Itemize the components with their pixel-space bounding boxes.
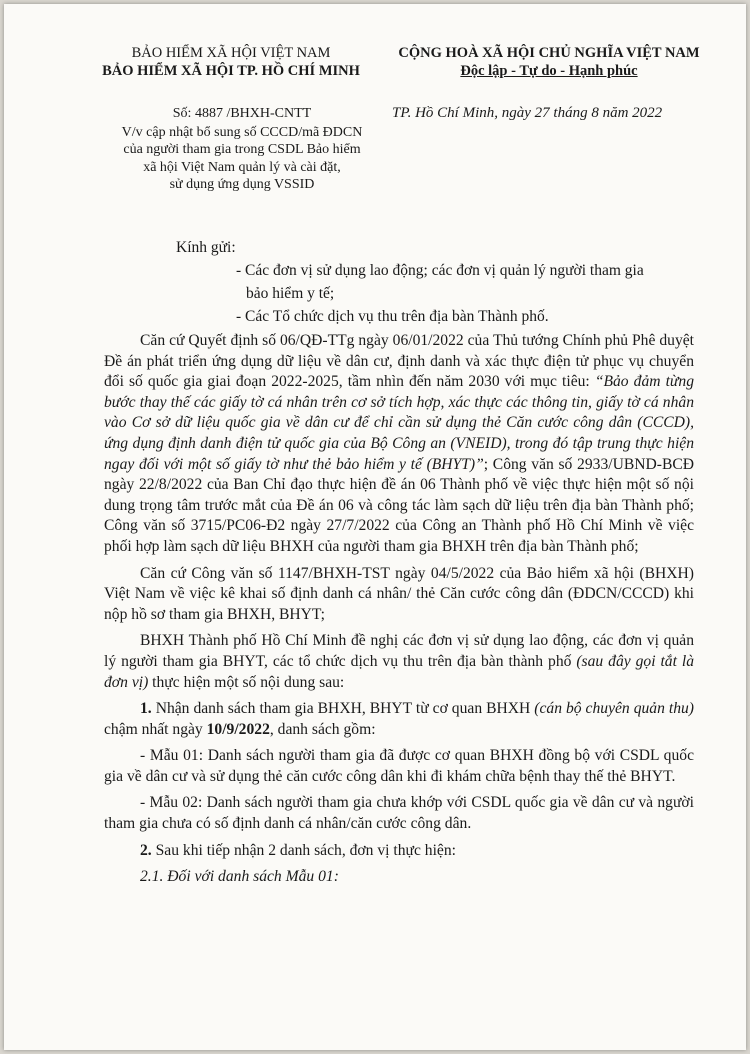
text-run: Căn cứ Quyết định số 06/QĐ-TTg ngày 06/01/2022 của Thủ tướng Chính phủ Phê duyệt Đề án phát triển ứng dụng dữ liệu về dân cư, định danh và xác thực điện tử phục vụ chuyển đổi số quốc gia giai đoạn 2022-2025, tầm nhìn đến năm 2030 với mục tiêu: [104,332,694,391]
subject-line: của người tham gia trong CSDL Bảo hiểm [123,142,361,157]
parent-organization: BẢO HIỂM XÃ HỘI VIỆT NAM [131,45,331,61]
issuing-organization: BẢO HIỂM XÃ HỘI TP. HỒ CHÍ MINH [102,63,360,79]
deadline-date: 10/9/2022 [206,720,270,738]
paragraph-item-2 [104,841,694,862]
text-run: thực hiện một số nội dung sau: [148,673,345,691]
text-run: Sau khi tiếp nhận 2 danh sách, đơn vị thực hiện: [151,841,456,859]
recipient-item: - Các đơn vị sử dụng lao động; các đơn vị quản lý người tham gia bảo hiểm y tế; [236,262,644,302]
paragraph-legal-basis-1 [104,331,694,558]
national-motto: Độc lập - Tự do - Hạnh phúc [460,63,638,79]
quoted-objective: “Bảo đảm từng bước thay thế các giấy tờ cá nhân trên cơ sở tích hợp, xác thực các thông tin, giấy tờ cá nhân vào Cơ sở dữ liệu quốc gia về dân cư để chỉ cần sử dụng thẻ Căn cước công dân (CCCD), ứng dụng định danh điện tử quốc gia của Bộ Công an (VNEID), trong đó tập trung thực hiện ngay đối với một số giấy tờ như thẻ bảo hiểm y tế (BHYT)” [104,373,695,473]
recipients-label: Kính gửi: [176,239,236,256]
paragraph-template-01: - Mẫu 01: Danh sách người tham gia đã được cơ quan BHXH đồng bộ với CSDL quốc gia về dân cư và sử dụng thẻ căn cước công dân khi đi khám chữa bệnh thay thế thẻ BHYT. [104,747,694,785]
text-run-italic: (cán bộ chuyên quản thu) [534,700,694,718]
text-run-italic: (sau đây gọi tắt là đơn vị) [104,652,694,691]
text-run: Nhận danh sách tham gia BHXH, BHYT từ cơ quan BHXH [151,700,535,718]
text-run: , danh sách gồm: [269,720,376,738]
recipient-item: - Các Tổ chức dịch vụ thu trên địa bàn Thành phố. [236,308,549,325]
document-number: Số: 4887 /BHXH-CNTT [172,106,312,121]
reference-block [92,105,392,194]
subject-line: xã hội Việt Nam quản lý và cài đặt, [143,159,341,175]
text-run: chậm nhất ngày [104,720,207,738]
date-place: TP. Hồ Chí Minh, ngày 27 tháng 8 năm 2022 [392,105,663,121]
paragraph-request [104,631,694,693]
document-page [4,4,746,1050]
paragraph-subitem-2-1: 2.1. Đối với danh sách Mẫu 01: [140,868,339,886]
paragraph-template-02: - Mẫu 02: Danh sách người tham gia chưa khớp với CSDL quốc gia về dân cư và người tham gia chưa có số định danh cá nhân/căn cước công dân. [104,794,694,833]
paragraph-legal-basis-2: Căn cứ Công văn số 1147/BHXH-TST ngày 04/5/2022 của Bảo hiểm xã hội (BHXH) Việt Nam về việc kê khai số định danh cá nhân/ thẻ Căn cước công dân (ĐDCN/CCCD) khi nộp hồ sơ tham gia BHXH, BHYT; [104,564,694,623]
recipients-block [176,236,646,328]
item-number: 1. [140,700,152,718]
subject-line: sử dụng ứng dụng VSSID [169,177,315,192]
text-run: ; Công văn số 2933/UBND-BCĐ ngày 22/8/2022 của Ban Chỉ đạo thực hiện đề án 06 Thành phố về việc thực hiện một số nội dung trọng tâm trước mắt của Đề án 06 và công tác làm sạch dữ liệu trên địa bàn Thành phố; Công văn số 3715/PC06-Đ2 ngày 27/7/2022 của Công an Thành phố Hồ Chí Minh về việc phối hợp làm sạch dữ liệu BHXH của người tham gia BHXH trên địa bàn Thành phố; [104,455,695,555]
document-body [104,331,694,888]
subject-line: V/v cập nhật bổ sung số CCCD/mã ĐDCN [121,124,363,140]
text-run: BHXH Thành phố Hồ Chí Minh đề nghị các đơn vị sử dụng lao động, các đơn vị quản lý người tham gia BHYT, các tổ chức dịch vụ thu trên địa bàn thành phố [104,632,694,670]
country-name: CỘNG HOÀ XÃ HỘI CHỦ NGHĨA VIỆT NAM [398,45,700,61]
issuing-agency-header [66,44,396,80]
item-number: 2. [140,841,152,859]
paragraph-item-1 [104,699,694,740]
national-header [384,44,714,80]
